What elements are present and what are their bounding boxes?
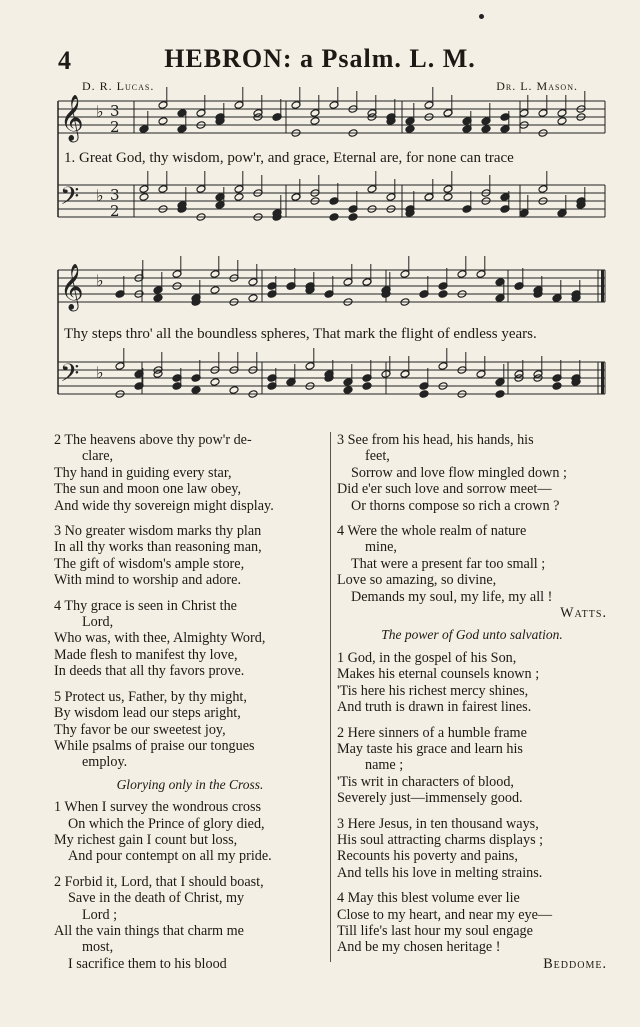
- note: [419, 290, 429, 299]
- verse-line: most,: [82, 939, 114, 956]
- verse-line: 'Tis writ in characters of blood,: [337, 773, 514, 790]
- stanza-gap: [337, 514, 607, 523]
- note: [443, 193, 453, 202]
- bass-clef: 𝄢: [60, 359, 80, 394]
- verse-line: Thy favor be our sweetest joy,: [54, 721, 226, 738]
- page-number: 4: [58, 46, 71, 75]
- note: [438, 290, 448, 299]
- verse-line: 1 When I survey the wondrous cross: [54, 799, 261, 816]
- note: [362, 382, 372, 391]
- final-bar: [601, 362, 604, 394]
- verse-line: Demands my soul, my life, my all !: [351, 588, 553, 605]
- verse-line: By wisdom lead our steps aright,: [54, 705, 241, 722]
- verse-line: 2 Forbid it, Lord, that I should boast,: [54, 873, 264, 890]
- note: [286, 282, 296, 291]
- note: [210, 378, 220, 387]
- note: [153, 294, 163, 303]
- note: [139, 193, 149, 202]
- verse-line: 3 See from his head, his hands, his: [337, 432, 534, 448]
- stanza-gap: [54, 865, 326, 874]
- verse-line: Love so amazing, so divine,: [337, 572, 497, 589]
- note: [272, 113, 282, 122]
- time-sig-bottom: 2: [110, 118, 120, 136]
- verse-line: 'Tis here his richest mercy shines,: [337, 682, 529, 699]
- flat-sign: ♭: [96, 363, 104, 382]
- verse-line: The sun and moon one law obey,: [54, 481, 242, 498]
- hymn-heading: The power of God unto salvation.: [381, 627, 563, 643]
- verse-line: name ;: [365, 757, 404, 774]
- stanza-gap: [337, 716, 607, 725]
- time-sig-top: 3: [110, 186, 120, 204]
- flat-sign: ♭: [96, 271, 104, 290]
- note: [158, 117, 168, 126]
- verse-line: Lord ;: [82, 906, 118, 923]
- note: [286, 378, 296, 387]
- verse-line: Sorrow and love flow mingled down ;: [351, 464, 567, 481]
- verse-line: With mind to worship and adore.: [54, 572, 241, 589]
- lyric-line-2: Thy steps thro' all the boundless spheres, That mark the flight of endless years.: [64, 326, 537, 342]
- left-verse-column: [54, 432, 326, 972]
- note: [557, 209, 567, 218]
- note: [234, 193, 244, 202]
- verse-line: 2 Here sinners of a humble frame: [337, 724, 527, 741]
- verse-line: Or thorns compose so rich a crown ?: [351, 497, 560, 514]
- verse-line: mine,: [365, 539, 397, 556]
- verse-line: Till life's last hour my soul engage: [337, 922, 533, 939]
- note: [443, 109, 453, 118]
- verse-line: In all thy works than reasoning man,: [54, 539, 262, 556]
- note: [557, 117, 567, 126]
- verse-line: Made flesh to manifest thy love,: [54, 646, 238, 663]
- treble-clef: 𝄞: [60, 95, 84, 141]
- verse-line: Close to my heart, and near my eye—: [337, 906, 553, 923]
- lyricist-credit: D. R. Lucas.: [82, 79, 155, 93]
- verse-line: Save in the death of Christ, my: [68, 890, 245, 907]
- note: [514, 282, 524, 291]
- verse-line: 4 May this blest volume ever lie: [337, 890, 520, 907]
- note: [495, 390, 505, 399]
- right-verse-column: [337, 432, 607, 972]
- verse-line: In deeds that all thy favors prove.: [54, 663, 245, 680]
- verse-line: Makes his eternal counsels known ;: [337, 666, 540, 683]
- stanza-gap: [54, 514, 326, 523]
- note: [348, 213, 358, 222]
- verse-line: His soul attracting charms displays ;: [337, 831, 544, 848]
- bass-clef: 𝄢: [60, 182, 80, 217]
- hymn-title: HEBRON: a Psalm. L. M.: [164, 44, 476, 73]
- note: [552, 294, 562, 303]
- note: [405, 125, 415, 134]
- stanza-gap: [337, 807, 607, 816]
- verse-line: 2 The heavens above thy pow'r de-: [54, 432, 252, 448]
- verse-line: 5 Protect us, Father, by thy might,: [54, 688, 247, 705]
- verse-line: And truth is drawn in fairest lines.: [337, 699, 532, 716]
- stanza-gap: [54, 589, 326, 598]
- note: [248, 294, 258, 303]
- time-sig-bottom: 2: [110, 202, 120, 220]
- verse-line: All the vain things that charm me: [54, 922, 244, 939]
- verse-line: That were a present far too small ;: [351, 555, 546, 572]
- flat-sign: ♭: [96, 102, 104, 121]
- verse-line: 1 God, in the gospel of his Son,: [337, 649, 517, 666]
- verse-line: 4 Thy grace is seen in Christ the: [54, 597, 237, 614]
- verse-line: employ.: [82, 754, 128, 771]
- note: [191, 386, 201, 395]
- verse-line: Severely just—immensely good.: [337, 790, 523, 807]
- flat-sign: ♭: [96, 186, 104, 205]
- verse-line: Who was, with thee, Almighty Word,: [54, 630, 266, 647]
- stanza-gap: [337, 881, 607, 890]
- note: [210, 286, 220, 295]
- verse-line: Recounts his poverty and pains,: [337, 848, 518, 865]
- note: [229, 386, 239, 395]
- verse-line: Thy hand in guiding every star,: [54, 464, 232, 481]
- verse-line: And pour contempt on all my pride.: [68, 848, 272, 865]
- verse-line: 3 No greater wisdom marks thy plan: [54, 523, 262, 540]
- verse-line: Did e'er such love and sorrow meet—: [337, 481, 552, 498]
- note: [310, 117, 320, 126]
- column-divider: [330, 432, 331, 962]
- verse-line: Lord,: [82, 614, 114, 631]
- composer-credit: Dr. L. Mason.: [496, 79, 578, 93]
- verse-line: My richest gain I count but loss,: [54, 831, 238, 848]
- music-score: [0, 0, 640, 420]
- note: [343, 386, 353, 395]
- author-credit: Beddome.: [543, 955, 607, 972]
- verse-line: I sacrifice them to his blood: [68, 955, 227, 972]
- verse-line: feet,: [365, 448, 390, 465]
- time-sig-top: 3: [110, 102, 120, 120]
- verse-line: And tells his love in melting strains.: [337, 864, 543, 881]
- verse-line: And be my chosen heritage !: [337, 939, 501, 956]
- author-credit: Watts.: [560, 605, 607, 622]
- verse-line: While psalms of praise our tongues: [54, 737, 255, 754]
- verse-line: On which the Prince of glory died,: [68, 815, 265, 832]
- verse-line: clare,: [82, 448, 114, 465]
- treble-clef: 𝄞: [60, 264, 84, 310]
- verse-line: 4 Were the whole realm of nature: [337, 523, 527, 540]
- note: [419, 390, 429, 399]
- note: [481, 125, 491, 134]
- verse-line: May taste his grace and learn his: [337, 740, 523, 757]
- verse-line: And wide thy sovereign might display.: [54, 497, 274, 514]
- verse-line: 3 Here Jesus, in ten thousand ways,: [337, 815, 539, 832]
- hymn-heading: Glorying only in the Cross.: [116, 776, 264, 792]
- note: [329, 213, 339, 222]
- lyric-line-1: 1. Great God, thy wisdom, pow'r, and grace, Eternal are, for none can trace: [64, 150, 514, 166]
- verse-line: The gift of wisdom's ample store,: [54, 555, 245, 572]
- stanza-gap: [54, 680, 326, 689]
- note: [552, 382, 562, 391]
- final-bar: [601, 270, 604, 302]
